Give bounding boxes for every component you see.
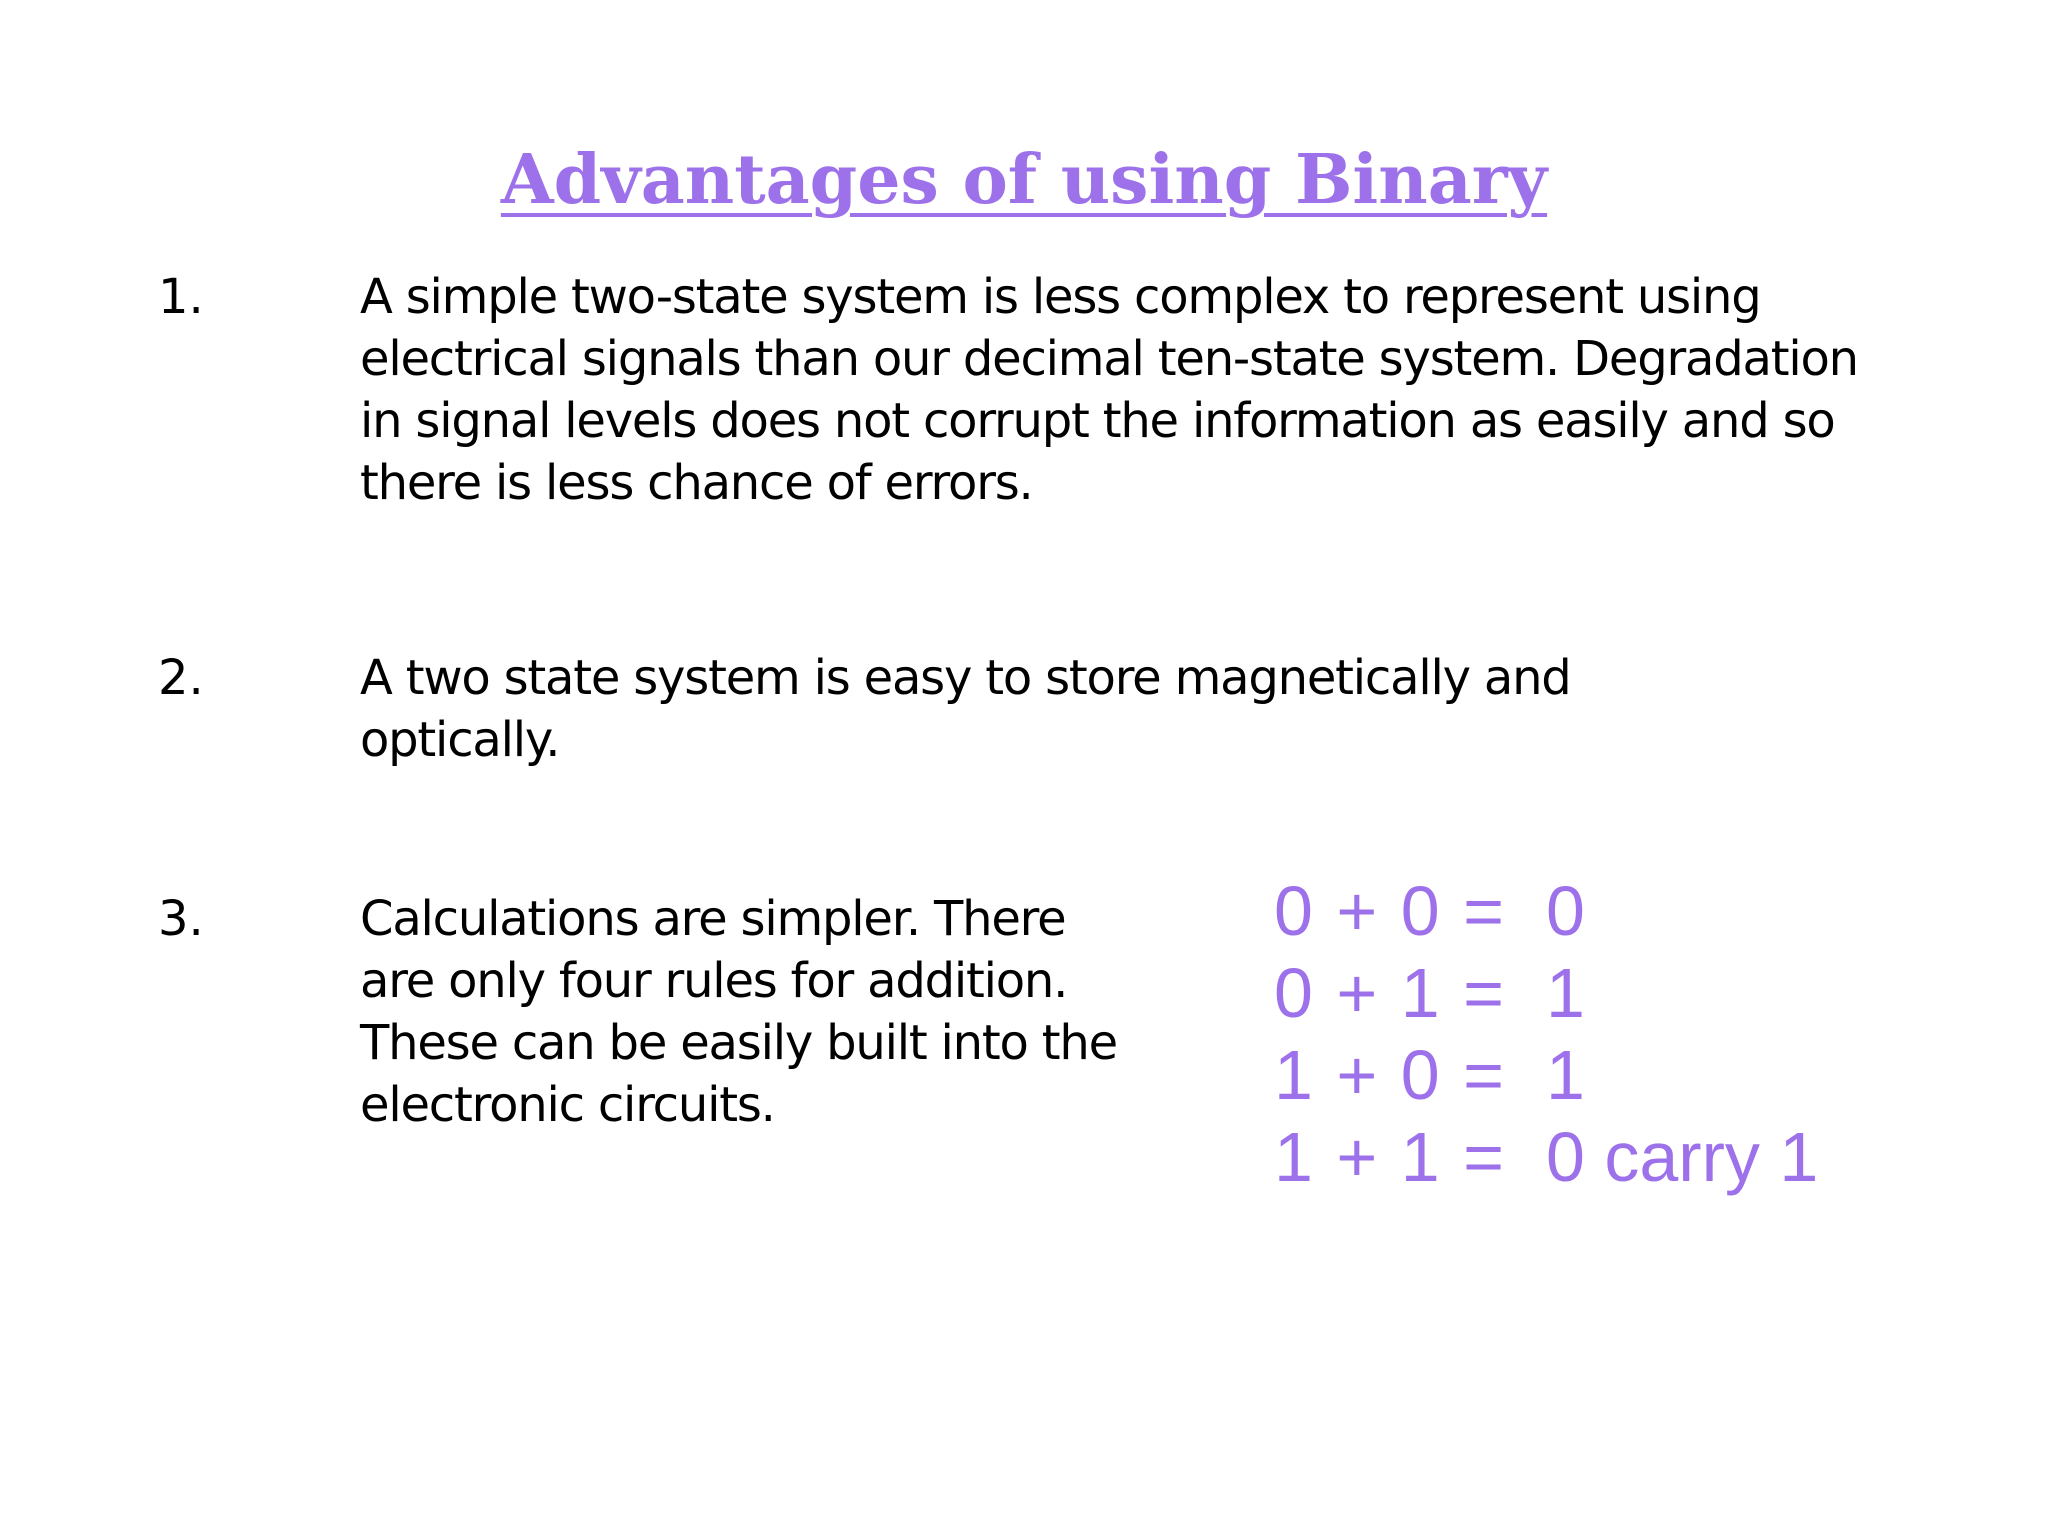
list-item-number: 2. — [158, 650, 204, 706]
rule-result: 0 — [1546, 872, 1585, 950]
text-line: Calculations are simpler. There — [360, 891, 1066, 947]
list-item-number: 1. — [158, 269, 204, 325]
rule-expression: 0 + 1 = — [1274, 954, 1506, 1032]
rule-result: 1 — [1546, 1036, 1585, 1114]
slide-title: Advantages of using Binary — [500, 140, 1548, 220]
list-item-text — [360, 647, 1571, 771]
text-line: electronic circuits. — [360, 1077, 775, 1133]
rule-result: 0 carry 1 — [1546, 1118, 1819, 1196]
text-line: there is less chance of errors. — [360, 455, 1033, 511]
text-line: in signal levels does not corrupt the information as easily and so — [360, 393, 1835, 449]
text-line: electrical signals than our decimal ten-state system. Degradation — [360, 331, 1858, 387]
text-line: These can be easily built into the — [360, 1015, 1117, 1071]
text-line: A simple two-state system is less complex to represent using — [360, 269, 1761, 325]
list-item-text — [360, 266, 1858, 514]
list-item-number: 3. — [158, 891, 204, 947]
rule-result: 1 — [1546, 954, 1585, 1032]
text-line: are only four rules for addition. — [360, 953, 1068, 1009]
rule-expression: 1 + 1 = — [1274, 1118, 1506, 1196]
list-item-text — [360, 888, 1117, 1136]
rule-expression: 1 + 0 = — [1274, 1036, 1506, 1114]
rule-expression: 0 + 0 = — [1274, 872, 1506, 950]
text-line: optically. — [360, 712, 560, 768]
text-line: A two state system is easy to store magnetically and — [360, 650, 1571, 706]
